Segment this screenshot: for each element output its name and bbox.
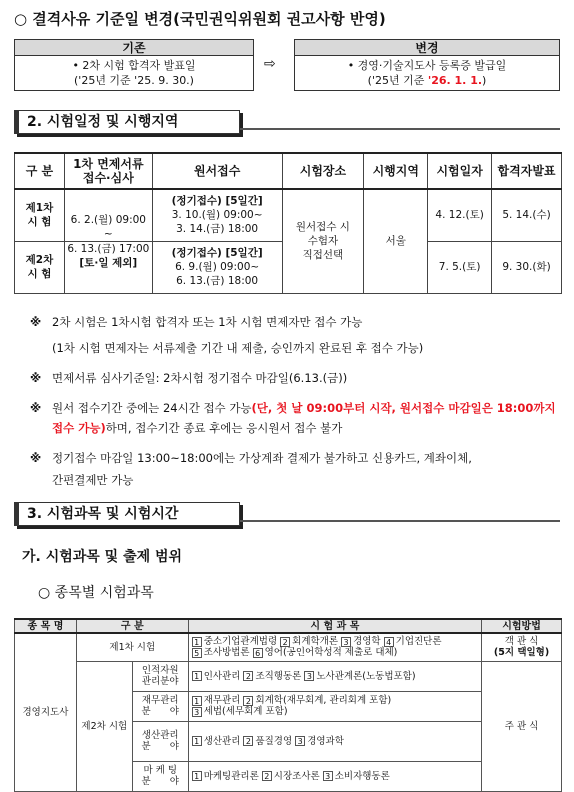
th-method: 시험방법 xyxy=(482,619,562,633)
after-date-red: '26. 1. 1. xyxy=(427,74,483,87)
exempt-start: 6. 2.(월) 09:00 ~ xyxy=(64,189,152,241)
before-head: 기존 xyxy=(15,40,253,56)
field-hr-subjects: 1 인사관리 2 조직행동론 3 노사관계론(노동법포함) xyxy=(188,661,481,691)
field-marketing-subjects: 1 마케팅관리론 2 시장조사론 3 소비자행동론 xyxy=(188,761,481,791)
after-line2: ('25년 기준 '26. 1. 1.) xyxy=(367,74,487,87)
subjects-table xyxy=(14,618,562,792)
th-subjects: 시 험 과 목 xyxy=(188,619,481,633)
field-production: 생산관리 분 야 xyxy=(132,721,188,761)
th-apply: 원서접수 xyxy=(152,153,282,189)
field-marketing: 마 케 팅 분 야 xyxy=(132,761,188,791)
note-4: ※ 정기접수 마감일 13:00~18:00에는 가상계좌 결제가 불가하고 신용카드, 계좌이체, xyxy=(30,451,472,465)
field-hr: 인적자원 관리분야 xyxy=(132,661,188,691)
note-3b: 접수 가능)하며, 접수기간 종료 후에는 응시원서 접수 불가 xyxy=(52,421,343,435)
arrow-icon: ⇨ xyxy=(264,56,276,72)
th-region: 시행지역 xyxy=(364,153,428,189)
second-exam-cell: 제2차 시험 xyxy=(76,661,132,791)
second-method: 주 관 식 xyxy=(482,661,562,791)
sub-heading-b: ○ 종목별 시험과목 xyxy=(38,585,154,601)
place: 원서접수 시 수험자 직접선택 xyxy=(282,189,364,293)
note-1b: (1차 시험 면제자는 서류제출 기간 내 제출, 승인까지 완료된 후 접수 가능) xyxy=(52,341,424,355)
first-method: 객 관 식 (5지 택일형) xyxy=(482,633,562,661)
before-line2: ('25년 기준 '25. 9. 30.) xyxy=(74,74,194,87)
note-2: ※ 면제서류 심사기준일: 2차시험 정기접수 마감일(6.13.(금)) xyxy=(30,371,348,385)
apply2: (정기접수) [5일간] 6. 9.(월) 09:00~ 6. 13.(금) 18:00 xyxy=(152,241,282,293)
th-date: 시험일자 xyxy=(428,153,492,189)
before-line1: • 2차 시험 합격자 발표일 xyxy=(72,59,196,72)
note-1: ※ 2차 시험은 1차시험 합격자 또는 1차 시험 면제자만 접수 가능 xyxy=(30,315,363,329)
th-type: 종 목 명 xyxy=(15,619,77,633)
th-exempt: 1차 면제서류 접수·심사 xyxy=(64,153,152,189)
result1: 5. 14.(수) xyxy=(492,189,562,241)
row1-label: 제1차 시 험 xyxy=(15,189,65,241)
after-box xyxy=(294,39,560,91)
date1: 4. 12.(토) xyxy=(428,189,492,241)
after-body xyxy=(295,56,559,88)
field-finance-subjects: 1 재무관리 2 회계학(재무회계, 관리회계 포함) 3 세법(세무회계 포함) xyxy=(188,691,481,721)
th-place: 시험장소 xyxy=(282,153,364,189)
note-4b: 간편결제만 가능 xyxy=(52,473,134,487)
schedule-table xyxy=(14,152,562,294)
th-div: 구 분 xyxy=(15,153,65,189)
sub-heading-a: 가. 시험과목 및 출제 범위 xyxy=(22,549,183,565)
exempt-end: 6. 13.(금) 17:00 [토·일 제외] xyxy=(64,241,152,293)
field-production-subjects: 1 생산관리 2 품질경영 3 경영과학 xyxy=(188,721,481,761)
after-head: 변경 xyxy=(295,40,559,56)
note-3: ※ 원서 접수기간 중에는 24시간 접수 가능(단, 첫 날 09:00부터 시작, 원서접수 마감일은 18:00까지 xyxy=(30,401,556,415)
change-title: ○ 결격사유 기준일 변경(국민권익위원회 권고사항 반영) xyxy=(14,10,386,28)
section3-rule xyxy=(240,520,560,522)
th-division: 구 분 xyxy=(76,619,188,633)
field-finance: 재무관리 분 야 xyxy=(132,691,188,721)
first-exam-cell: 제1차 시험 xyxy=(76,633,188,661)
before-body xyxy=(15,56,253,88)
result2: 9. 30.(화) xyxy=(492,241,562,293)
after-line1: • 경영·기술지도사 등록증 발급일 xyxy=(347,59,507,72)
th-result: 합격자발표 xyxy=(492,153,562,189)
row2-label: 제2차 시 험 xyxy=(15,241,65,293)
first-subjects: 1 중소기업관계법령 2 회계학개론 3 경영학 4 기업진단론 5 조사방법론 6 영어(공인어학성적 제출로 대체) xyxy=(188,633,481,661)
type-cell: 경영지도사 xyxy=(15,633,77,791)
date2: 7. 5.(토) xyxy=(428,241,492,293)
section2-header: 2. 시험일정 및 시행지역 xyxy=(14,110,240,134)
before-box xyxy=(14,39,254,91)
section3-header: 3. 시험과목 및 시험시간 xyxy=(14,502,240,526)
region: 서울 xyxy=(364,189,428,293)
section2-rule xyxy=(240,128,560,130)
apply1: (정기접수) [5일간] 3. 10.(월) 09:00~ 3. 14.(금) 18:00 xyxy=(152,189,282,241)
